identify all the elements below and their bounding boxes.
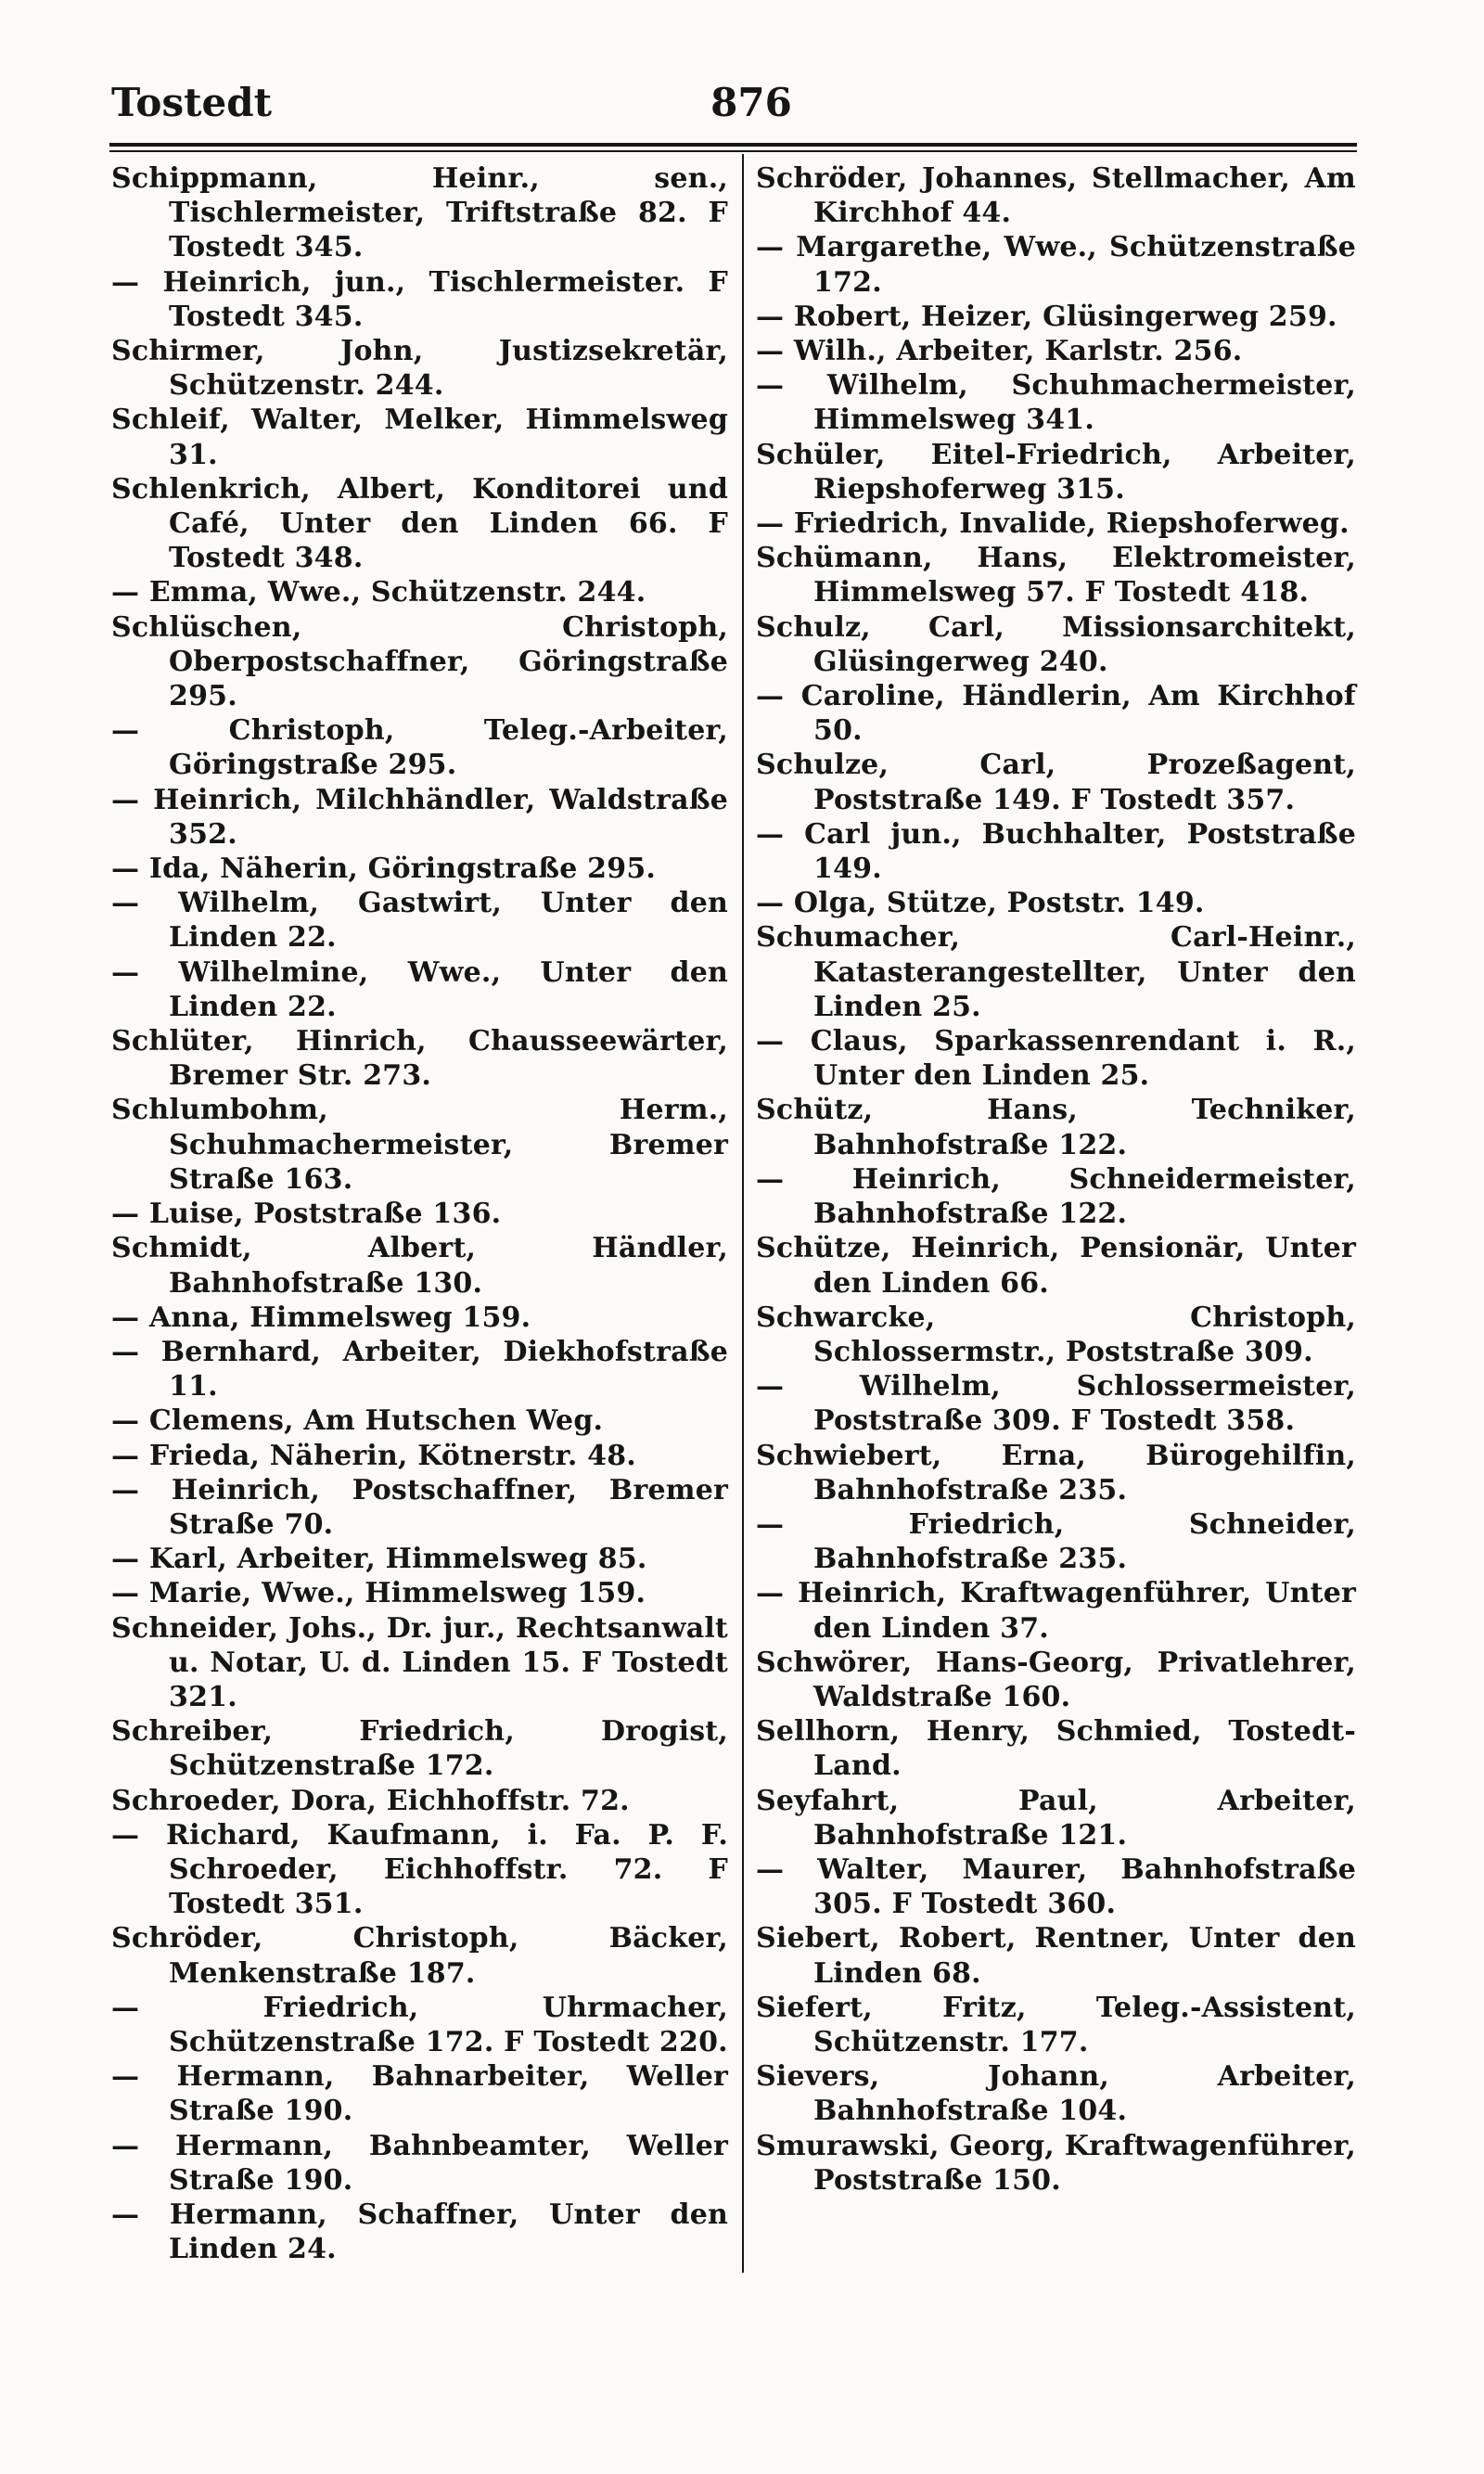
directory-entry: — Heinrich, Schneidermeister, Bahnhofstraße 122. <box>756 1162 1356 1231</box>
directory-entry: — Richard, Kaufmann, i. Fa. P. F. Schroeder, Eichhoffstr. 72. F Tostedt 351. <box>111 1818 728 1921</box>
directory-entry: — Hermann, Schaffner, Unter den Linden 24. <box>111 2198 728 2266</box>
directory-entry: Schlüschen, Christoph, Oberpostschaffner, Göringstraße 295. <box>111 610 728 713</box>
directory-entry: Schreiber, Friedrich, Drogist, Schützenstraße 172. <box>111 1715 728 1783</box>
directory-entry: — Friedrich, Uhrmacher, Schützenstraße 172. F Tostedt 220. <box>111 1991 728 2058</box>
directory-entry: — Wilhelm, Gastwirt, Unter den Linden 22. <box>111 887 728 955</box>
directory-entry: — Hermann, Bahnarbeiter, Weller Straße 190. <box>111 2060 728 2128</box>
directory-entry: Schwarcke, Christoph, Schlossermstr., Poststraße 309. <box>756 1301 1356 1368</box>
directory-entry: Siefert, Fritz, Teleg.-Assistent, Schützenstr. 177. <box>756 1991 1356 2058</box>
directory-entry: — Marie, Wwe., Himmelsweg 159. <box>111 1577 646 1610</box>
directory-entry: — Anna, Himmelsweg 159. <box>111 1301 531 1334</box>
directory-entry: — Clemens, Am Hutschen Weg. <box>111 1404 604 1438</box>
left-column <box>111 161 728 2266</box>
right-column <box>756 161 1356 2198</box>
directory-entry: — Wilh., Arbeiter, Karlstr. 256. <box>756 335 1243 368</box>
directory-entry: Schröder, Johannes, Stellmacher, Am Kirchhof 44. <box>756 162 1356 230</box>
directory-entry: Smurawski, Georg, Kraftwagenführer, Poststraße 150. <box>756 2129 1356 2197</box>
directory-entry: — Wilhelm, Schlossermeister, Poststraße 309. F Tostedt 358. <box>756 1370 1356 1438</box>
directory-entry: Schleif, Walter, Melker, Himmelsweg 31. <box>111 404 728 471</box>
directory-entry: Schroeder, Dora, Eichhoffstr. 72. <box>111 1784 630 1817</box>
directory-entry: — Heinrich, jun., Tischlermeister. F Tostedt 345. <box>111 265 728 333</box>
directory-entry: Schlüter, Hinrich, Chausseewärter, Bremer Str. 273. <box>111 1025 728 1093</box>
page-header <box>111 80 1354 135</box>
directory-entry: — Christoph, Teleg.-Arbeiter, Göringstraße 295. <box>111 714 728 782</box>
directory-entry: Seyfahrt, Paul, Arbeiter, Bahnhofstraße 121. <box>756 1784 1356 1852</box>
directory-entry: Sievers, Johann, Arbeiter, Bahnhofstraße 104. <box>756 2060 1356 2128</box>
directory-entry: — Hermann, Bahnbeamter, Weller Straße 190. <box>111 2129 728 2197</box>
directory-entry: Schmidt, Albert, Händler, Bahnhofstraße 130. <box>111 1232 728 1300</box>
directory-entry: — Margarethe, Wwe., Schützenstraße 172. <box>756 231 1356 299</box>
column-divider <box>742 154 744 2273</box>
directory-entry: — Luise, Poststraße 136. <box>111 1198 502 1231</box>
directory-entry: Schütz, Hans, Techniker, Bahnhofstraße 122. <box>756 1094 1356 1161</box>
directory-entry: Siebert, Robert, Rentner, Unter den Linden 68. <box>756 1922 1356 1990</box>
directory-entry: — Friedrich, Schneider, Bahnhofstraße 235. <box>756 1507 1356 1576</box>
directory-entry: — Heinrich, Postschaffner, Bremer Straße 70. <box>111 1473 728 1541</box>
directory-entry: — Claus, Sparkassenrendant i. R., Unter den Linden 25. <box>756 1025 1356 1093</box>
directory-entry: Sellhorn, Henry, Schmied, Tostedt-Land. <box>756 1715 1356 1783</box>
directory-entry: — Frieda, Näherin, Kötnerstr. 48. <box>111 1439 636 1472</box>
directory-entry: — Heinrich, Kraftwagenführer, Unter den Linden 37. <box>756 1577 1356 1645</box>
directory-entry: Schneider, Johs., Dr. jur., Rechtsanwalt u. Notar, U. d. Linden 15. F Tostedt 321. <box>111 1611 728 1713</box>
directory-entry: — Robert, Heizer, Glüsingerweg 259. <box>756 300 1337 333</box>
running-head-place: Tostedt <box>111 80 272 125</box>
directory-entry: Schwörer, Hans-Georg, Privatlehrer, Waldstraße 160. <box>756 1646 1356 1713</box>
header-rule-thin <box>109 150 1357 152</box>
directory-entry: — Heinrich, Milchhändler, Waldstraße 352. <box>111 783 728 851</box>
directory-entry: Schümann, Hans, Elektromeister, Himmelsweg 57. F Tostedt 418. <box>756 542 1356 609</box>
directory-entry: Schlumbohm, Herm., Schuhmachermeister, Bremer Straße 163. <box>111 1094 728 1196</box>
directory-entry: — Karl, Arbeiter, Himmelsweg 85. <box>111 1543 647 1576</box>
directory-entry: — Wilhelmine, Wwe., Unter den Linden 22. <box>111 955 728 1023</box>
directory-entry: Schwiebert, Erna, Bürogehilfin, Bahnhofstraße 235. <box>756 1439 1356 1506</box>
header-rule-thick <box>109 143 1357 147</box>
directory-entry: — Bernhard, Arbeiter, Diekhofstraße 11. <box>111 1335 728 1404</box>
directory-entry: Schröder, Christoph, Bäcker, Menkenstraße 187. <box>111 1922 728 1990</box>
directory-entry: — Olga, Stütze, Poststr. 149. <box>756 887 1205 920</box>
directory-entry: Schulze, Carl, Prozeßagent, Poststraße 149. F Tostedt 357. <box>756 749 1356 816</box>
directory-entry: Schütze, Heinrich, Pensionär, Unter den Linden 66. <box>756 1232 1356 1300</box>
directory-entry: — Emma, Wwe., Schützenstr. 244. <box>111 576 646 609</box>
page-number: 876 <box>710 80 792 125</box>
directory-entry: Schippmann, Heinr., sen., Tischlermeister, Triftstraße 82. F Tostedt 345. <box>111 162 728 264</box>
directory-entry: Schüler, Eitel-Friedrich, Arbeiter, Riepshoferweg 315. <box>756 438 1356 506</box>
directory-entry: Schumacher, Carl-Heinr., Katasterangestellter, Unter den Linden 25. <box>756 921 1356 1023</box>
directory-entry: — Friedrich, Invalide, Riepshoferweg. <box>756 507 1350 541</box>
directory-entry: — Ida, Näherin, Göringstraße 295. <box>111 852 657 886</box>
directory-entry: — Walter, Maurer, Bahnhofstraße 305. F Tostedt 360. <box>756 1852 1356 1921</box>
directory-entry: — Caroline, Händlerin, Am Kirchhof 50. <box>756 680 1356 748</box>
directory-entry: Schirmer, John, Justizsekretär, Schützenstr. 244. <box>111 335 728 403</box>
directory-entry: Schulz, Carl, Missionsarchitekt, Glüsingerweg 240. <box>756 610 1356 678</box>
directory-entry: — Wilhelm, Schuhmachermeister, Himmelsweg 341. <box>756 369 1356 437</box>
directory-entry: — Carl jun., Buchhalter, Poststraße 149. <box>756 817 1356 886</box>
directory-entry: Schlenkrich, Albert, Konditorei und Café, Unter den Linden 66. F Tostedt 348. <box>111 472 728 575</box>
